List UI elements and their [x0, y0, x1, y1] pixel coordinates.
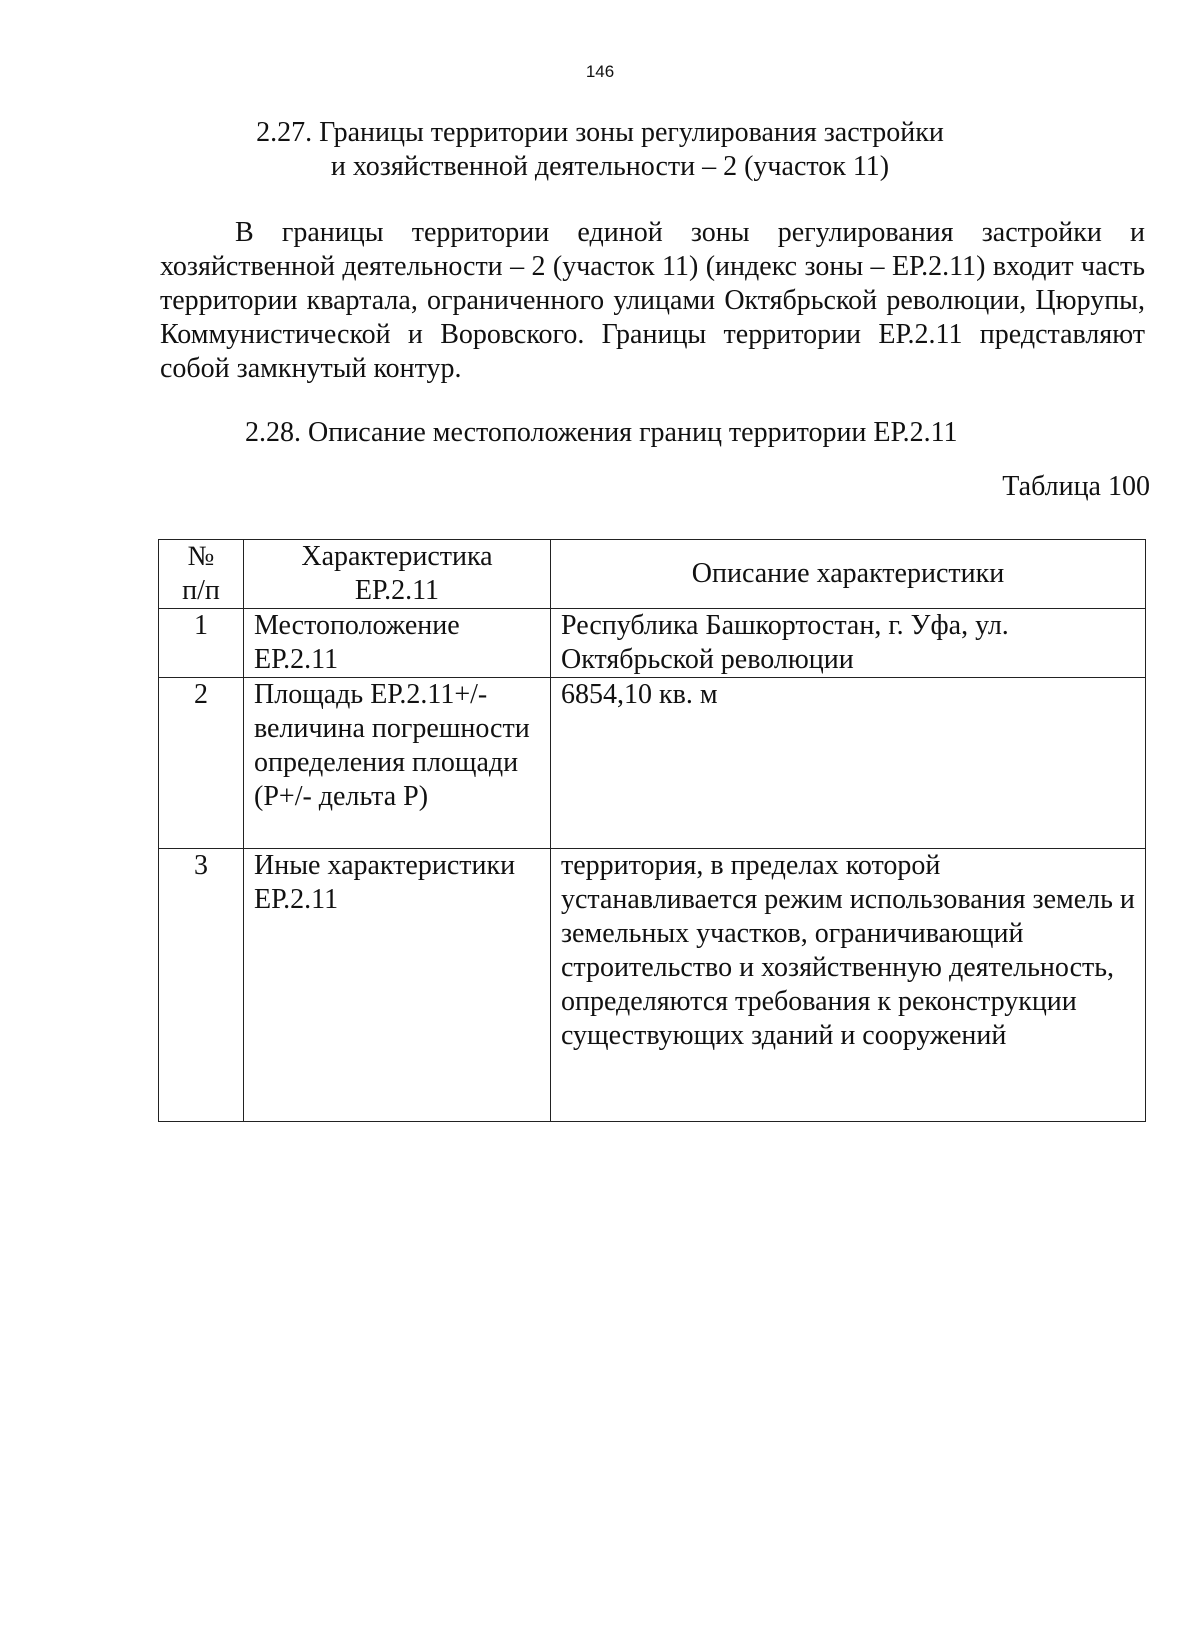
header-characteristic-label: Характеристика [301, 541, 493, 572]
row-characteristic: Площадь ЕР.2.11+/- величина погрешности определения площади (Р+/- дельта Р) [244, 678, 551, 849]
section-heading-line-2: и хозяйственной деятельности – 2 (участок 11) [330, 151, 890, 182]
header-number-symbol: № [187, 541, 215, 572]
subsection-title: 2.28. Описание местоположения границ территории ЕР.2.11 [245, 417, 958, 448]
row-number: 3 [159, 849, 244, 1122]
header-description: Описание характеристики [551, 540, 1146, 609]
section-heading-line-1: 2.27. Границы территории зоны регулирования застройки [256, 117, 944, 148]
row-description: территория, в пределах которой устанавливается режим использования земель и земельных участков, ограничивающий строительство и хозяйственную деятельность, определяются требования к реконструкции существующих зданий и сооружений [551, 849, 1146, 1122]
page-number: 146 [585, 62, 615, 81]
table-row [159, 849, 1146, 1122]
body-paragraph: В границы территории единой зоны регулирования застройки и хозяйственной деятельности – 2 (участок 11) (индекс зоны – ЕР.2.11) входит часть территории квартала, ограниченного улицами Октябрьской революции, Цюрупы, Коммунистической и Воровского. Границы территории ЕР.2.11 представляют собой замкнутый контур. [160, 217, 1145, 384]
row-description: Республика Башкортостан, г. Уфа, ул. Октябрьской революции [551, 609, 1146, 678]
table-header-row [159, 540, 1146, 609]
header-number [159, 540, 244, 609]
row-number: 1 [159, 609, 244, 678]
header-number-abbr: п/п [182, 575, 220, 606]
table-caption: Таблица 100 [1002, 471, 1150, 502]
characteristics-table [158, 539, 1146, 1122]
row-number: 2 [159, 678, 244, 849]
row-description: 6854,10 кв. м [551, 678, 1146, 849]
row-characteristic: Иные характеристики ЕР.2.11 [244, 849, 551, 1122]
header-characteristic-zone: ЕР.2.11 [354, 575, 440, 606]
table-row [159, 678, 1146, 849]
row-characteristic: Местоположение ЕР.2.11 [244, 609, 551, 678]
header-characteristic [244, 540, 551, 609]
table-row [159, 609, 1146, 678]
